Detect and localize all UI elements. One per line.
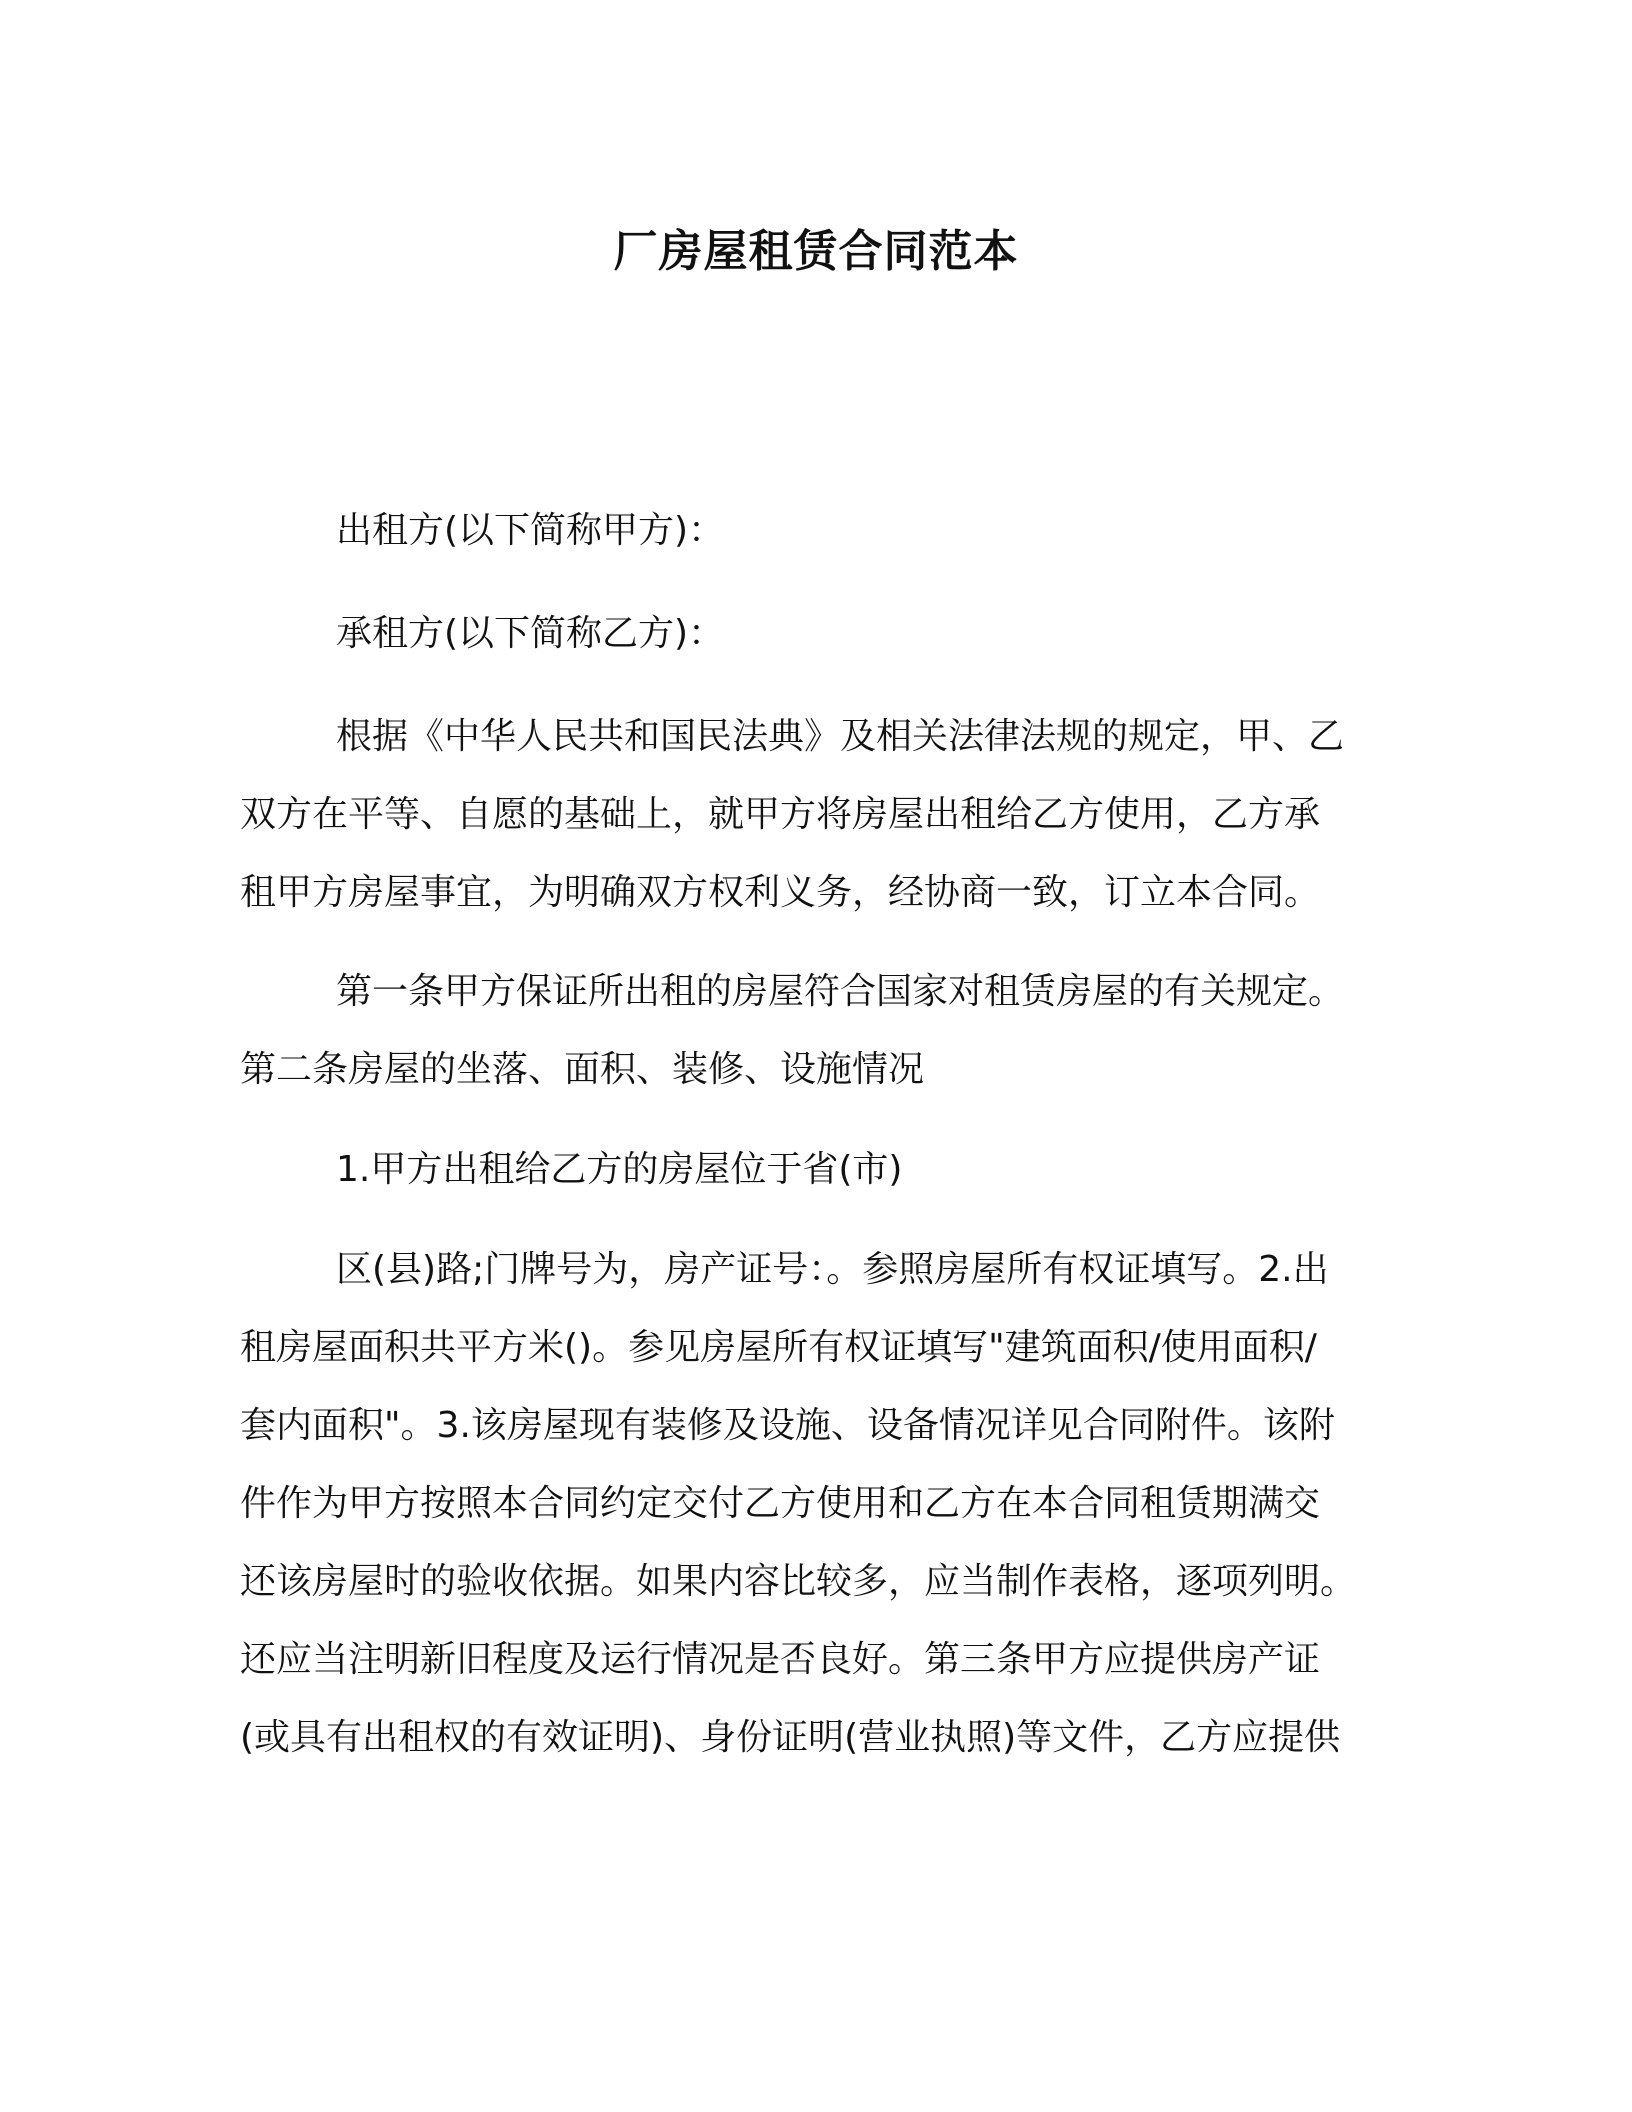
article-line: 第二条房屋的坐落、面积、装修、设施情况: [240, 1049, 925, 1090]
lessor-line: 出租方(以下简称甲方)：: [336, 510, 725, 551]
preamble-paragraph: [240, 698, 1380, 932]
details-line: 区(县)路;门牌号为，房产证号：。参照房屋所有权证填写。2.出: [336, 1249, 1329, 1290]
details-paragraph: [240, 1231, 1380, 1777]
details-line: 还应当注明新旧程度及运行情况是否良好。第三条甲方应提供房产证: [240, 1639, 1321, 1680]
details-line: 租房屋面积共平方米()。参见房屋所有权证填写"建筑面积/使用面积/: [240, 1327, 1317, 1368]
details-line: (或具有出租权的有效证明)、身份证明(营业执照)等文件，乙方应提供: [240, 1717, 1341, 1758]
article-line: 第一条甲方保证所出租的房屋符合国家对租赁房屋的有关规定。: [336, 971, 1345, 1012]
details-line: 套内面积"。3.该房屋现有装修及设施、设备情况详见合同附件。该附: [240, 1405, 1335, 1446]
details-line: 还该房屋时的验收依据。如果内容比较多，应当制作表格，逐项列明。: [240, 1561, 1357, 1602]
preamble-line: 根据《中华人民共和国民法典》及相关法律法规的规定，甲、乙: [336, 716, 1345, 757]
article-one-paragraph: [240, 953, 1380, 1109]
preamble-line: 双方在平等、自愿的基础上，就甲方将房屋出租给乙方使用，乙方承: [240, 794, 1321, 835]
item-one-line: 1.甲方出租给乙方的房屋位于省(市): [336, 1149, 903, 1190]
lessee-line: 承租方(以下简称乙方)：: [336, 613, 725, 654]
preamble-line: 租甲方房屋事宜，为明确双方权利义务，经协商一致，订立本合同。: [240, 872, 1321, 913]
details-line: 件作为甲方按照本合同约定交付乙方使用和乙方在本合同租赁期满交: [240, 1483, 1321, 1524]
document-title: 厂房屋租赁合同范本: [613, 226, 1019, 277]
